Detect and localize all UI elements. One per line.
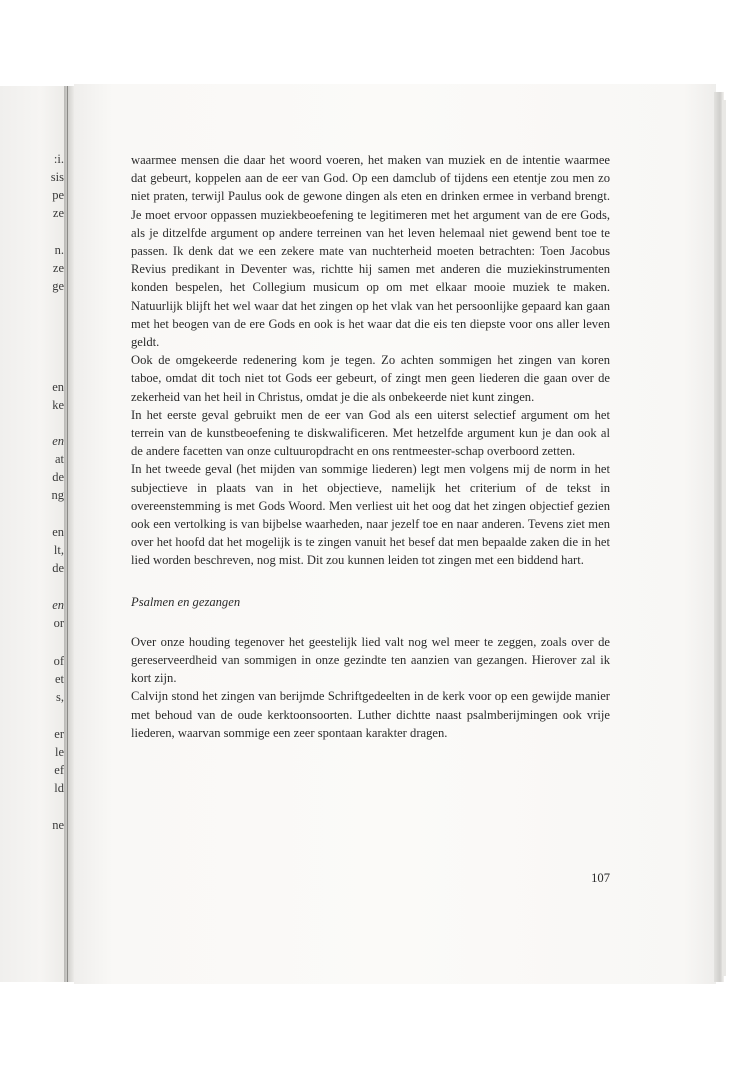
left-page-fragment: or: [53, 616, 64, 630]
left-page: [0, 86, 68, 982]
left-page-fragment: of: [53, 654, 64, 668]
left-page-fragment: lt,: [53, 543, 64, 557]
left-page-fragment: le: [54, 745, 64, 759]
left-page-fragment: :i.: [53, 152, 64, 166]
left-page-fragment: ld: [54, 781, 64, 795]
paragraph-4: In het tweede geval (het mijden van sommige liederen) legt men volgens mij de norm in het subjectieve in plaats van in het objectieve, namelijk het criterium of de tekst in overeenstemming is met Gods Woord. Men verliest uit het oog dat het zingen objectief gezien ook een vertolking is van bijbelse waarheden, naar jezelf toe en naar anderen. Tevens ziet men over het hoofd dat het mogelijk is te zingen vanuit het besef dat men bepaalde zaken die in het lied worden beschreven, nog mist. Dit zou kunnen leiden tot zingen met een biddend hart.: [131, 462, 610, 568]
left-page-fragment: ng: [51, 488, 64, 502]
left-page-fragment: en: [52, 525, 64, 539]
left-page-fragment: ze: [52, 261, 64, 275]
left-page-fragment: en: [52, 598, 64, 612]
left-page-fragment: sis: [50, 170, 64, 184]
left-page-fragment: er: [54, 727, 64, 741]
paragraph-2: Ook de omgekeerde redenering kom je tegen. Zo achten sommigen het zingen van koren taboe, omdat dit toch niet tot Gods eer gebeurt, of zingt men geen liederen die gaan over de zekerheid van het heil in Christus, omdat je die als onbekeerde niet kunt zingen.: [131, 353, 610, 404]
left-page-fragment: et: [54, 672, 64, 686]
left-page-fragment: ke: [52, 398, 64, 412]
left-page-fragment: en: [52, 434, 64, 448]
paragraph-6: Calvijn stond het zingen van berijmde Schriftgedeelten in de kerk voor op een gewijde manier met behoud van de oude kerktoonsoorten. Luther dichtte naast psalmberijmingen ook vrije liederen, waarvan sommige een zeer spontaan karakter dragen.: [131, 689, 610, 740]
left-page-fragment: de: [52, 470, 64, 484]
gutter-line: [67, 86, 68, 982]
paragraph-5: Over onze houding tegenover het geestelijk lied valt nog wel meer te zeggen, zoals over de gereserveerdheid van sommigen in onze gezindte ten aanzien van gezangen. Hierover zal ik kort zijn.: [131, 634, 610, 686]
left-page-fragment: ge: [52, 279, 64, 293]
paragraph-1: waarmee mensen die daar het woord voeren, het maken van muziek en de intentie waarmee dat gebeurt, koppelen aan de eer van God. Op een damclub of tijdens een etentje zou men zo niet praten, terwijl Paulus ook de gewone dingen als eten en drinken ermee in verband brengt. Je moet ervoor oppassen muziekbeoefening te legitimeren met het argument van de ere Gods, als je ditzelfde argument op andere terreinen van het leven helemaal niet gewend bent toe te passen. Ik denk dat we een zekere mate van nuchterheid moeten betrachten: Toen Jacobus Revius predikant in Deventer was, richtte hij samen met anderen die muziekinstrumenten konden bespelen, het Collegium musicum op om met elkaar mooie muziek te maken. Natuurlijk blijft het wel waar dat het zingen op het vlak van het persoonlijke gepaard kan gaan met het beogen van de ere Gods en ook is het waar dat die eis ten diepste voor ons aller leven geldt.: [131, 153, 610, 350]
page-edge-inner: [722, 100, 726, 976]
left-page-fragment: ef: [54, 763, 64, 777]
left-page-fragment: ne: [52, 818, 64, 832]
left-page-fragment: at: [54, 452, 64, 466]
left-page-fragment: ze: [52, 206, 64, 220]
left-page-fragment: de: [52, 561, 64, 575]
left-page-fragment: n.: [54, 243, 64, 257]
paragraph-3: In het eerste geval gebruikt men de eer van God als een uiterst selectief argument om het terrein van de kunstbeoefening te diskwalificeren. Met hetzelfde argument kun je dan ook al de andere facetten van onze cultuuropdracht en ons rentmeester-schap overboord zetten.: [131, 407, 610, 459]
book-gutter: [64, 86, 74, 982]
page-number: 107: [591, 871, 610, 885]
section-heading: Psalmen en gezangen: [131, 594, 241, 609]
left-page-fragment: en: [52, 380, 64, 394]
body-text: [131, 151, 610, 742]
left-page-fragment: s,: [56, 690, 64, 704]
left-page-fragment: pe: [52, 188, 64, 202]
